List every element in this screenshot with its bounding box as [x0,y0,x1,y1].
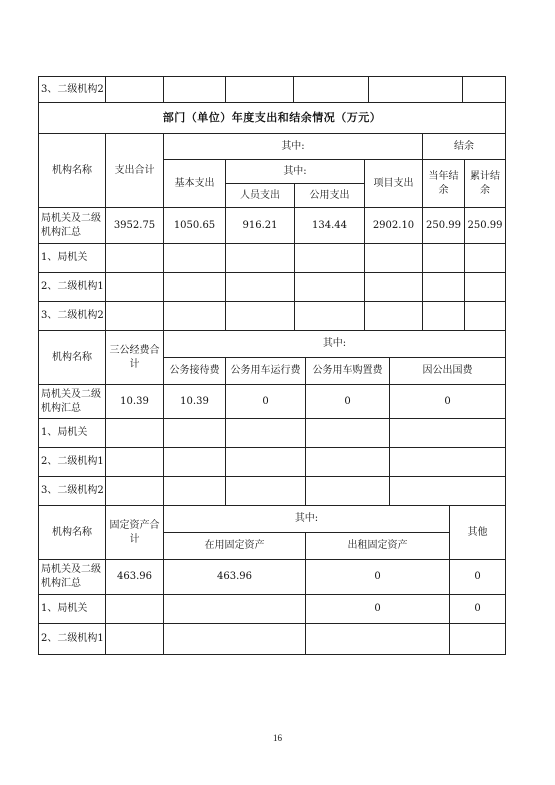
cell [450,624,506,655]
header-year-balance: 当年结余 [423,160,465,208]
section-title: 部门（单位）年度支出和结余情况（万元） [39,103,506,134]
row-label: 1、局机关 [39,595,106,624]
report-sheet [38,76,505,655]
cell-total: 10.39 [106,385,164,419]
cell [164,595,306,624]
table-row [39,273,506,302]
cell [465,244,506,273]
header-basic: 基本支出 [164,160,226,208]
header-org-name: 机构名称 [39,331,106,385]
cell [106,595,164,624]
cell-total: 463.96 [106,560,164,595]
table-row [39,208,506,244]
row-label: 局机关及二级机构汇总 [39,208,106,244]
header-abroad: 因公出国费 [390,358,506,385]
header-car-run: 公务用车运行费 [226,358,306,385]
page-number: 16 [273,733,282,743]
table-row [39,595,506,624]
header-project: 项目支出 [365,160,423,208]
table-row [39,77,506,103]
cell [423,273,465,302]
header-cum-balance: 累计结余 [465,160,506,208]
header-among: 其中: [164,506,450,533]
cell-project: 2902.10 [365,208,423,244]
table-row [39,477,506,506]
cell [106,477,164,506]
cell: 0 [306,595,450,624]
section-title-row [39,103,506,134]
cell-reception: 10.39 [164,385,226,419]
cell [106,273,164,302]
cell [226,244,295,273]
cell: 0 [450,595,506,624]
table-row [39,302,506,331]
cell [106,302,164,331]
fixed-assets-table [38,505,506,655]
table-row [39,624,506,655]
cell [106,419,164,448]
cell [226,419,306,448]
cell-year-balance: 250.99 [423,208,465,244]
header-total: 三公经费合计 [106,331,164,385]
header-among-2: 其中: [226,160,365,184]
cell [423,302,465,331]
cell [306,419,390,448]
cell-basic: 1050.65 [164,208,226,244]
cell [390,477,506,506]
cell [306,448,390,477]
cell [164,624,306,655]
cell-public: 134.44 [295,208,365,244]
cell [390,448,506,477]
header-total: 支出合计 [106,134,164,208]
cell [106,624,164,655]
cell-cum-balance: 250.99 [465,208,506,244]
cell [164,419,226,448]
row-label: 3、二级机构2 [39,302,106,331]
header-in-use: 在用固定资产 [164,533,306,560]
table-row [39,419,506,448]
cell [295,302,365,331]
row-label: 局机关及二级机构汇总 [39,560,106,595]
top-continuation-table [38,76,506,103]
table-row [39,560,506,595]
header-other: 其他 [450,506,506,560]
cell [294,77,369,103]
cell [465,273,506,302]
header-public: 公用支出 [295,184,365,208]
cell [390,419,506,448]
header-org-name: 机构名称 [39,134,106,208]
header-among: 其中: [164,134,423,160]
header-row [39,134,506,160]
cell [306,477,390,506]
table-row [39,448,506,477]
cell [164,77,226,103]
cell [365,244,423,273]
row-label: 3、二级机构2 [39,77,106,103]
row-label: 1、局机关 [39,244,106,273]
row-label: 2、二级机构1 [39,273,106,302]
cell [226,448,306,477]
cell [365,302,423,331]
row-label: 2、二级机构1 [39,448,106,477]
header-total: 固定资产合计 [106,506,164,560]
cell-other: 0 [450,560,506,595]
row-label: 2、二级机构1 [39,624,106,655]
cell [463,77,506,103]
cell [164,302,226,331]
cell-car-buy: 0 [306,385,390,419]
cell [106,448,164,477]
header-car-buy: 公务用车购置费 [306,358,390,385]
cell [295,273,365,302]
header-balance: 结余 [423,134,506,160]
row-label: 局机关及二级机构汇总 [39,385,106,419]
cell [306,624,450,655]
header-row [39,331,506,358]
cell-car-run: 0 [226,385,306,419]
cell [226,477,306,506]
cell-in-use: 463.96 [164,560,306,595]
cell [369,77,463,103]
row-label: 1、局机关 [39,419,106,448]
cell [226,77,294,103]
cell [295,244,365,273]
row-label: 3、二级机构2 [39,477,106,506]
cell-total: 3952.75 [106,208,164,244]
cell-leased: 0 [306,560,450,595]
three-public-expenses-table [38,330,506,506]
expenditure-table [38,102,506,331]
cell [106,244,164,273]
cell [164,244,226,273]
header-personnel: 人员支出 [226,184,295,208]
cell [106,77,164,103]
header-leased: 出租固定资产 [306,533,450,560]
cell-abroad: 0 [390,385,506,419]
cell [164,273,226,302]
table-row [39,385,506,419]
cell [226,273,295,302]
cell [164,448,226,477]
header-among: 其中: [164,331,506,358]
cell [423,244,465,273]
cell [226,302,295,331]
header-org-name: 机构名称 [39,506,106,560]
cell-personnel: 916.21 [226,208,295,244]
cell [164,477,226,506]
cell [465,302,506,331]
table-row [39,244,506,273]
header-row [39,506,506,533]
cell [365,273,423,302]
header-reception: 公务接待费 [164,358,226,385]
